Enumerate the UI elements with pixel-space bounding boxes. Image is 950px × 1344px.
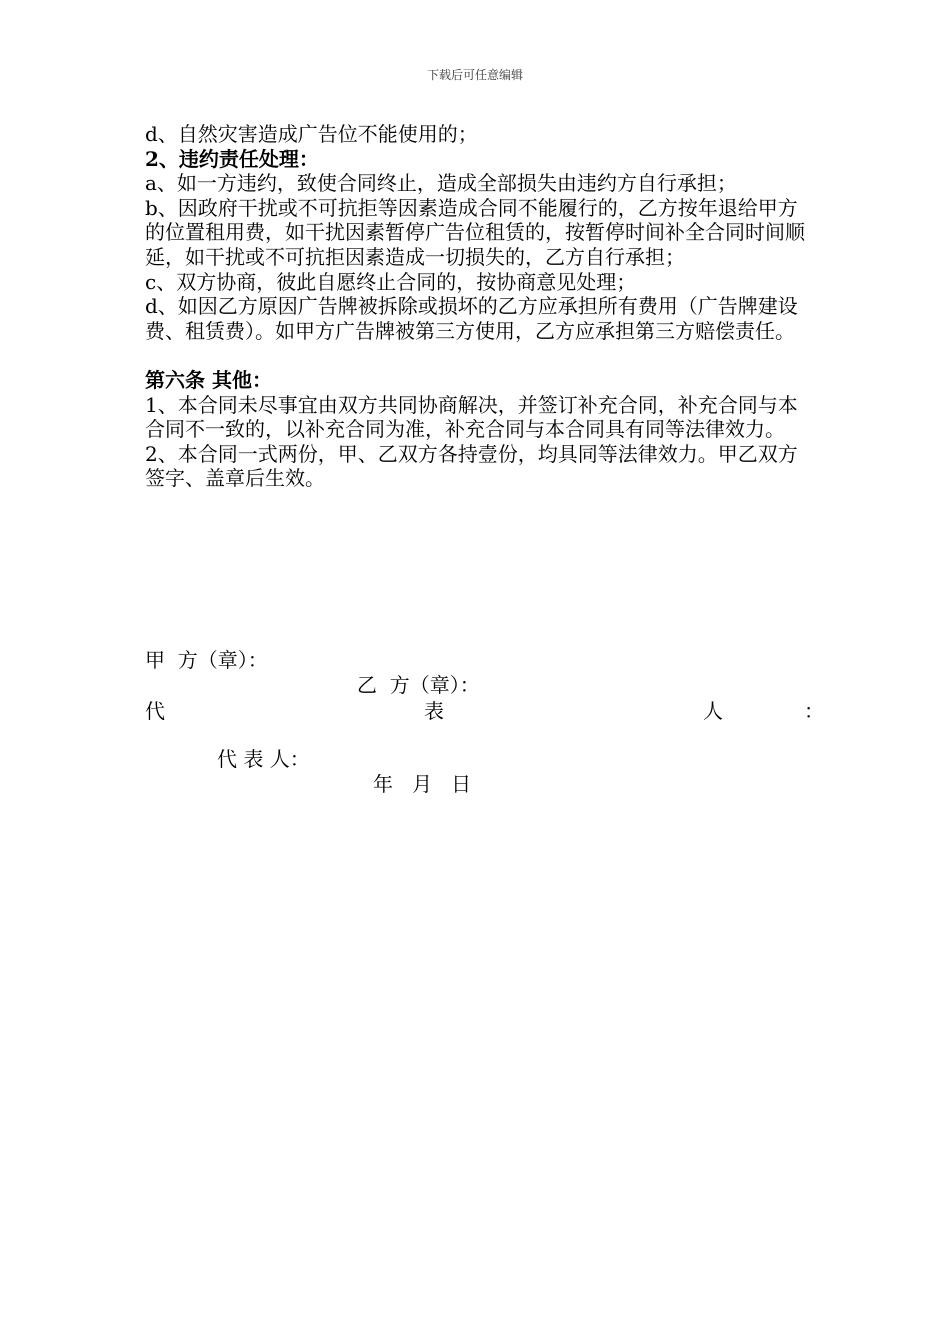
- rep-a-char3: 人: [703, 699, 723, 723]
- party-a-seal-label: 甲 方（章）：: [145, 648, 268, 672]
- breach-clause-c: c、双方协商，彼此自愿终止合同的，按协商意见处理；: [145, 269, 637, 294]
- header-note: 下载后可任意编辑: [426, 68, 523, 82]
- party-b-seal-label: 乙 方（章）：: [357, 673, 480, 697]
- article6-item1: 1、本合同未尽事宜由双方共同协商解决，并签订补充合同，补充合同与本合同不一致的，以补充合同为准，补充合同与本合同具有同等法律效力。: [145, 392, 798, 442]
- date-line: 年 月 日: [373, 772, 472, 796]
- article6-heading: 第六条 其他：: [145, 367, 272, 392]
- breach-clause-b: b、因政府干扰或不可抗拒等因素造成合同不能履行的，乙方按年退给甲方的位置租用费，如干扰因素暂停广告位租赁的，按暂停时间补全合同时间顺延，如干扰或不可抗拒因素造成一切损失的，乙方自行承担；: [145, 195, 805, 269]
- breach-heading: 2、违约责任处理：: [145, 146, 319, 171]
- contract-body: [145, 122, 805, 491]
- spacer: [145, 343, 805, 368]
- breach-clause-a: a、如一方违约，致使合同终止，造成全部损失由违约方自行承担；: [145, 171, 737, 196]
- clause-d-natural-disaster: d、自然灾害造成广告位不能使用的；: [145, 122, 478, 146]
- rep-a-char2: 表: [424, 699, 444, 723]
- rep-a-colon: ：: [804, 699, 824, 723]
- article6-item2: 2、本合同一式两份，甲、乙双方各持壹份，均具同等法律效力。甲乙双方签字、盖章后生效。: [145, 441, 798, 491]
- rep-a-char1: 代: [145, 699, 165, 723]
- breach-clause-d: d、如因乙方原因广告牌被拆除或损坏的乙方应承担所有费用（广告牌建设费、租赁费）。如甲方广告牌被第三方使用，乙方应承担第三方赔偿责任。: [145, 294, 798, 343]
- party-b-representative-label: 代 表 人：: [217, 747, 310, 771]
